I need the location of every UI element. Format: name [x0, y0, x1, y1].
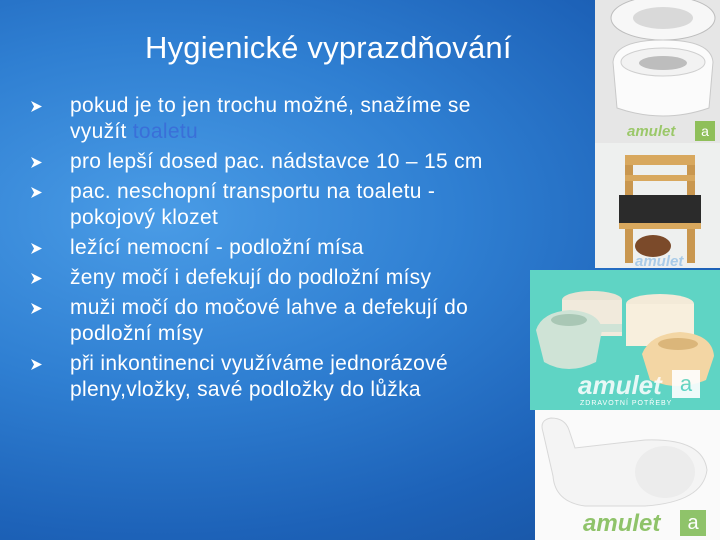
amulet-logo: amulet: [635, 253, 684, 268]
bullet-text: pro lepší dosed pac. nádstavce 10 – 15 cm: [70, 150, 483, 173]
bullet-item: [22, 93, 522, 145]
bullet-item: [22, 149, 522, 175]
bullet-item: [22, 179, 522, 231]
arrow-bullet-icon: [30, 302, 43, 315]
bullet-text: muži močí do močové lahve a defekují do podložní mísy: [70, 296, 469, 345]
bedpans-image: [530, 270, 720, 410]
toilet-seat-raiser-image: [595, 0, 720, 143]
urinal-image: [535, 410, 720, 540]
bullet-item: [22, 295, 522, 347]
amulet-logo-badge: a: [672, 370, 700, 398]
bullet-text: při inkontinenci využíváme jednorázové pleny,vložky, savé podložky do lůžka: [70, 352, 448, 401]
commode-chair-image: [595, 143, 720, 268]
amulet-logo: amulet: [578, 370, 662, 400]
bullet-text: pac. neschopní transportu na toaletu - pokojový klozet: [70, 180, 436, 229]
arrow-bullet-icon: [30, 100, 43, 113]
arrow-bullet-icon: [30, 186, 43, 199]
arrow-bullet-icon: [30, 358, 43, 371]
slide-title: Hygienické vyprazdňování: [145, 30, 512, 65]
bullet-list: [22, 93, 522, 407]
arrow-bullet-icon: [30, 242, 43, 255]
bullet-text: ženy močí i defekují do podložní mísy: [70, 266, 432, 289]
arrow-bullet-icon: [30, 156, 43, 169]
bullet-text: ležící nemocní - podložní mísa: [70, 236, 364, 259]
amulet-logo-badge: a: [680, 510, 706, 536]
amulet-logo: amulet: [627, 123, 676, 140]
bullet-item: [22, 351, 522, 403]
bullet-item: [22, 265, 522, 291]
bullet-item: [22, 235, 522, 261]
bullet-text: pokud je to jen trochu možné, snažíme se využít: [70, 94, 471, 143]
arrow-bullet-icon: [30, 272, 43, 285]
amulet-logo-badge: a: [695, 121, 715, 141]
logo-tagline: ZDRAVOTNÍ POTŘEBY: [580, 400, 673, 407]
amulet-logo: amulet: [583, 510, 661, 537]
toilet-link[interactable]: toaletu: [132, 120, 198, 143]
